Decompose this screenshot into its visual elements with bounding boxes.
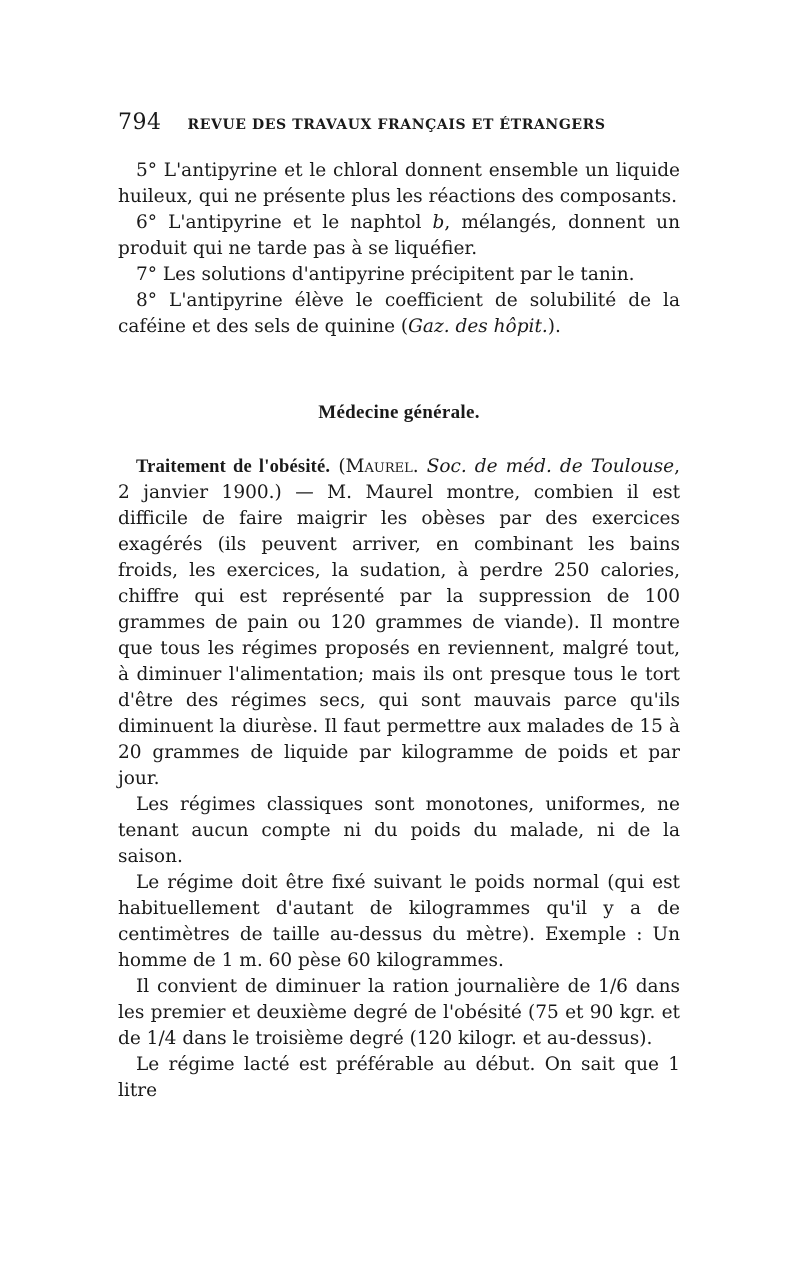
article-title: Traitement de l'obésité. <box>136 457 331 477</box>
paragraph-item-7: 7° Les solutions d'antipyrine précipitent par le tanin. <box>136 264 635 285</box>
article-paragraph-2: Les régimes classiques sont monotones, uniformes, ne tenant aucun compte ni du poids du malade, ni de la saison. <box>118 794 680 867</box>
article-journal: Soc. de méd. de Toulouse <box>426 456 675 477</box>
paragraph-item-6: 6° L'antipyrine et le naphtol b, mélangés, donnent un produit qui ne tarde pas à se liquéfier. <box>118 212 680 259</box>
article-paragraph-5: Le régime lacté est préférable au début. On sait que 1 litre <box>118 1054 680 1101</box>
paragraph-item-5: 5° L'antipyrine et le chloral donnent ensemble un liquide huileux, qui ne présente plus les réactions des composants. <box>118 160 680 207</box>
document-page <box>118 110 680 1104</box>
running-title: REVUE DES TRAVAUX FRANÇAIS ET ÉTRANGERS <box>187 117 606 133</box>
article-author: Maurel <box>345 456 413 477</box>
section-heading: Médecine générale. <box>318 402 480 423</box>
article-first-paragraph: Traitement de l'obésité. (Maurel. Soc. de méd. de Toulouse, 2 janvier 1900.) — M. Maurel montre, combien il est difficile de faire maigrir les obèses par des exercices exagérés (ils peuvent arriver, en combinant les bains froids, les exercices, la sudation, à perdre 250 calories, chiffre qui est représenté par la suppression de 100 grammes de pain ou 120 grammes de viande). Il montre que tous les régimes proposés en reviennent, malgré tout, à diminuer l'alimentation; mais ils ont presque tous le tort d'être des régimes secs, qui sont mauvais parce qu'ils diminuent la diurèse. Il faut permettre aux malades de 15 à 20 grammes de liquide par kilogramme de poids et par jour. <box>118 456 681 789</box>
paragraph-item-8: 8° L'antipyrine élève le coefficient de solubilité de la caféine et des sels de quinine (Gaz. des hôpit.). <box>118 290 680 337</box>
article-paragraph-3: Le régime doit être fixé suivant le poids normal (qui est habituellement d'autant de kilogrammes qu'il y a de centimètres de taille au-dessus du mètre). Exemple : Un homme de 1 m. 60 pèse 60 kilogrammes. <box>118 872 680 971</box>
article-paragraph-4: Il convient de diminuer la ration journalière de 1/6 dans les premier et deuxième degré de l'obésité (75 et 90 kgr. et de 1/4 dans le troisième degré (120 kilogr. et au-dessus). <box>118 976 680 1049</box>
article-date: , 2 janvier 1900.) — <box>118 456 680 503</box>
page-number: 794 <box>118 110 162 135</box>
page-header <box>118 110 680 144</box>
